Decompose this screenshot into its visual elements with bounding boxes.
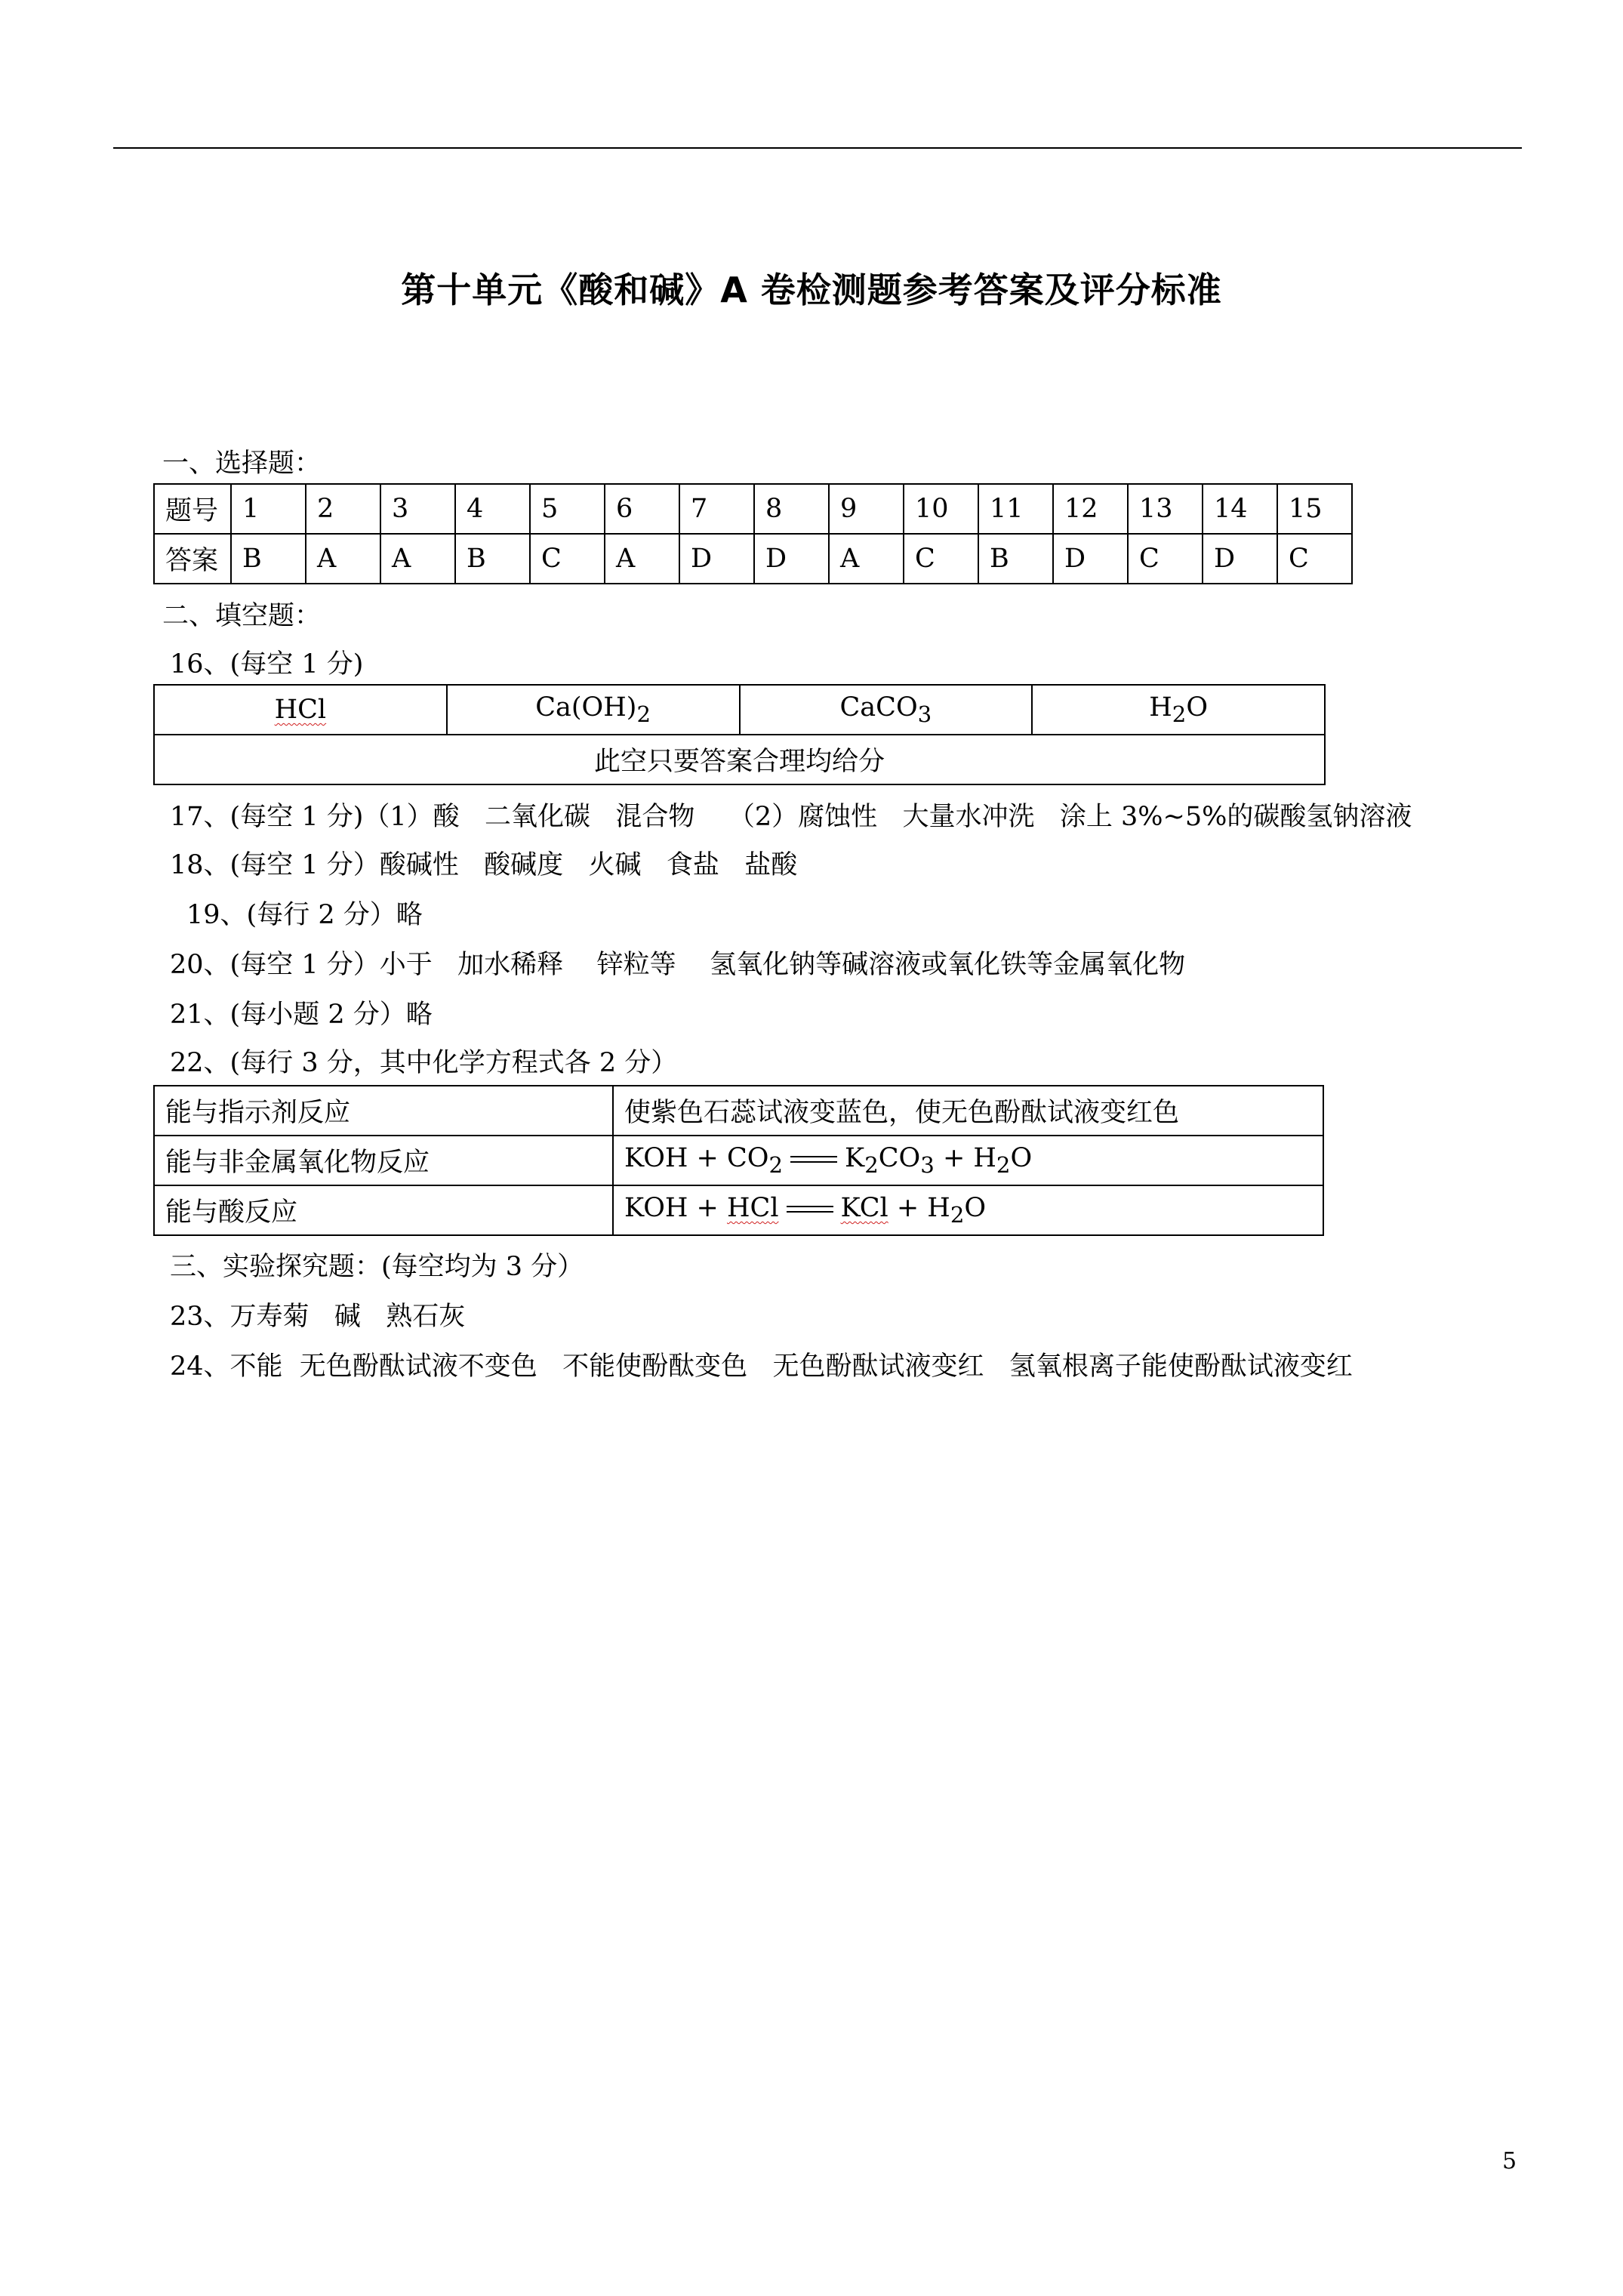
q16-table <box>153 684 1326 785</box>
multiple-choice-table <box>153 483 1353 584</box>
q22-row <box>154 1136 1323 1185</box>
question-number-row <box>154 484 1352 534</box>
q22-equation: KOH + HCl KCl + $H_2O$ <box>613 1185 1323 1235</box>
answer-row <box>154 534 1352 584</box>
answer-cell: A <box>306 534 380 584</box>
question-number: 6 <box>605 484 679 534</box>
answer-cell: C <box>1128 534 1203 584</box>
question-number: 11 <box>978 484 1053 534</box>
equals-sign <box>787 1206 833 1213</box>
q16-label: 16、(每空 1 分) <box>170 649 364 680</box>
q20-answer: 20、(每空 1 分）小于 加水稀释 锌粒等 氢氧化钠等碱溶液或氧化铁等金属氧化物 <box>170 950 1186 980</box>
q22-table <box>153 1085 1324 1236</box>
q22-description: 使紫色石蕊试液变蓝色，使无色酚酞试液变红色 <box>613 1086 1323 1136</box>
section-2-heading: 二、填空题： <box>162 601 322 631</box>
q21-answer: 21、(每小题 2 分）略 <box>170 1000 433 1030</box>
question-number: 14 <box>1203 484 1277 534</box>
q22-property: 能与非金属氧化物反应 <box>154 1136 613 1185</box>
q24-answer: 24、不能 无色酚酞试液不变色 不能使酚酞变色 无色酚酞试液变红 氢氧根离子能使酚酞试液变红 <box>170 1351 1353 1382</box>
page-title: 第十单元《酸和碱》A 卷检测题参考答案及评分标准 <box>401 270 1222 310</box>
q16-answer-row <box>154 685 1325 735</box>
q18-answer: 18、(每空 1 分）酸碱性 酸碱度 火碱 食盐 盐酸 <box>170 850 798 880</box>
answer-cell: B <box>455 534 530 584</box>
question-number: 3 <box>380 484 455 534</box>
question-number: 9 <box>829 484 904 534</box>
question-number: 4 <box>455 484 530 534</box>
page-number: 5 <box>1502 2148 1517 2174</box>
section-1-heading: 一、选择题： <box>162 448 322 479</box>
q19-answer: 19、(每行 2 分）略 <box>186 900 423 930</box>
question-number: 7 <box>679 484 754 534</box>
q16-answer-2: $Ca(OH)_2$ <box>447 685 740 735</box>
question-number: 15 <box>1277 484 1352 534</box>
answer-cell: A <box>829 534 904 584</box>
q16-note: 此空只要答案合理均给分 <box>154 735 1325 784</box>
answer-cell: D <box>754 534 829 584</box>
question-number: 8 <box>754 484 829 534</box>
answer-cell: A <box>605 534 679 584</box>
q22-equation: KOH + $CO_2$ $K_2CO_3 + H_2O$ <box>613 1136 1323 1185</box>
answer-cell: A <box>380 534 455 584</box>
q22-row <box>154 1185 1323 1235</box>
question-number: 1 <box>231 484 306 534</box>
section-3-heading: 三、实验探究题：(每空均为 3 分） <box>170 1252 584 1282</box>
equals-sign <box>790 1156 837 1163</box>
q23-answer: 23、万寿菊 碱 熟石灰 <box>170 1302 466 1332</box>
answer-cell: D <box>1203 534 1277 584</box>
question-number: 12 <box>1053 484 1128 534</box>
header-rule <box>113 147 1522 149</box>
answer-cell: C <box>1277 534 1352 584</box>
q22-property: 能与指示剂反应 <box>154 1086 613 1136</box>
question-number: 10 <box>904 484 978 534</box>
q16-note-row <box>154 735 1325 784</box>
answer-cell: C <box>530 534 605 584</box>
question-number-label: 题号 <box>154 484 231 534</box>
answer-cell: D <box>1053 534 1128 584</box>
q16-answer-3: CaCO$_3$ <box>740 685 1033 735</box>
question-number: 13 <box>1128 484 1203 534</box>
answer-cell: C <box>904 534 978 584</box>
answer-cell: B <box>978 534 1053 584</box>
q22-row <box>154 1086 1323 1136</box>
q16-answer-4: $H_2O$ <box>1032 685 1325 735</box>
q22-label: 22、(每行 3 分，其中化学方程式各 2 分） <box>170 1048 678 1078</box>
question-number: 5 <box>530 484 605 534</box>
q22-property: 能与酸反应 <box>154 1185 613 1235</box>
q16-answer-1: HCl <box>154 685 447 735</box>
question-number: 2 <box>306 484 380 534</box>
answer-cell: D <box>679 534 754 584</box>
answer-cell: B <box>231 534 306 584</box>
answer-label: 答案 <box>154 534 231 584</box>
q17-answer: 17、(每空 1 分)（1）酸 二氧化碳 混合物 （2）腐蚀性 大量水冲洗 涂上 3%~5%的碳酸氢钠溶液 <box>170 802 1412 832</box>
